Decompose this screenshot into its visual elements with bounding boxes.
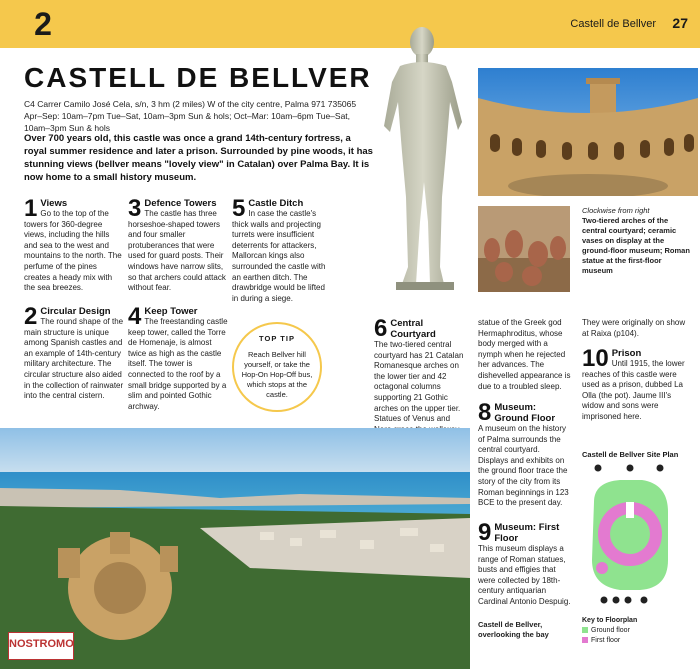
section-heading: Keep Tower xyxy=(144,306,198,317)
section-museum-first-floor xyxy=(478,519,572,608)
floorplan-key xyxy=(582,616,637,646)
section-heading: Circular Design xyxy=(40,306,111,317)
section-number: 6 xyxy=(374,315,388,342)
section-body: Until 1915, the lower reaches of this castle were used as a prison, dubbed La Olla (the pot). Jaume III's widow and sons were imprisoned here. xyxy=(582,359,685,421)
section-number: 3 xyxy=(128,195,142,222)
section-castle-ditch xyxy=(232,195,328,304)
section-hermaphroditus-continued: statue of the Greek god Hermaphroditus, whose body merged with a nymph when he rejected her advances. The dishevelled appearance is due to a troubled sleep. xyxy=(478,318,571,391)
section-number: 8 xyxy=(478,399,492,426)
section-heading: Museum: First Floor xyxy=(494,522,560,544)
courtyard-photo xyxy=(478,68,698,196)
section-number: 5 xyxy=(232,195,246,222)
section-heading: Views xyxy=(40,198,68,209)
section-body: This museum displays a range of Roman statues, busts and effigies that were collected by 18th-century antiquarian Cardinal Antonio Despuig. xyxy=(478,544,571,606)
section-keep-tower xyxy=(128,303,228,412)
tip-title: TOP TIP xyxy=(259,334,295,343)
caption-body: Two-tiered arches of the central courtyard; ceramic vases on display at the ground-floor museum; Roman statue at the first-floor museum xyxy=(582,216,690,275)
section-views xyxy=(24,195,124,294)
section-heading: Prison xyxy=(611,348,642,359)
section-number: 9 xyxy=(478,519,492,546)
section-body: The freestanding castle keep tower, called the Torre de Homenaje, is almost twice as high as the castle itself. The tower is connected to the roof by a small bridge supported by a slim and pointed Gothic archway. xyxy=(128,317,228,411)
tip-body: Reach Bellver hill yourself, or take the Hop-On Hop-Off bus, which stops at the castle. xyxy=(241,350,313,399)
photo-caption xyxy=(582,206,694,276)
key-title: Key to Floorplan xyxy=(582,617,638,624)
section-museum-ground-floor xyxy=(478,399,572,509)
ceramic-vases-photo xyxy=(478,206,570,292)
site-plan-diagram xyxy=(580,462,680,610)
intro-paragraph: Over 700 years old, this castle was once a grand 14th-century fortress, a royal summer residence and later a prison. Surrounded by pine woods, it has stunning views (bellver means "lovely view" in Catalan) over Palma Bay. It is now home to a small history museum. xyxy=(24,133,373,183)
first-floor-label: First floor xyxy=(591,637,621,644)
section-circular-design xyxy=(24,303,124,402)
site-plan-title: Castell de Bellver Site Plan xyxy=(582,450,679,459)
section-body: A museum on the history of Palma surrounds the central courtyard. Displays and exhibits on the ground floor trace the story of the city from its Roman beginnings in 123 BCE to the present day. xyxy=(478,424,569,508)
aerial-photo-caption: Castell de Bellver, overlooking the bay xyxy=(478,620,549,639)
section-heading: Castle Ditch xyxy=(248,198,304,209)
ground-floor-label: Ground floor xyxy=(591,627,630,634)
section-body: The round shape of the main structure is unique among Spanish castles and an example of 14th-century military architecture. The circular structure also aided in the collection of rainwater into the central cistern. xyxy=(24,317,124,401)
visitor-info: C4 Carrer Camilo José Cela, s/n, 3 hm (2 miles) W of the city centre, Palma 971 735065 Apr–Sep: 10am–7pm Tue–Sat, 10am–3pm Sun & hols; Oct–Mar: 10am–6pm Tue–Sat, 10am–3pm Sun & hols xyxy=(24,99,357,133)
watermark-logo: NOSTROMO xyxy=(8,632,74,660)
section-body: The two-tiered central courtyard has 21 Catalan Romanesque arches on the lower tier and 42 octagonal columns supporting 21 Gothic arches on the upper tier. Statues of Venus and xyxy=(374,340,464,424)
first-floor-swatch xyxy=(582,637,588,643)
page-number: 27 xyxy=(672,15,688,31)
section-number: 10 xyxy=(582,345,609,372)
section-body: Go to the top of the towers for 360-degree views, including the hills and sea to the west and mountains to the north. The perfume of the pines creates a heady mix with the sea breezes. xyxy=(24,209,122,293)
section-heading: Museum: Ground Floor xyxy=(494,402,556,424)
running-header-title: Castell de Bellver xyxy=(570,18,656,30)
section-central-courtyard xyxy=(374,315,468,435)
caption-heading: Clockwise from right xyxy=(582,206,650,215)
section-number: 4 xyxy=(128,303,142,330)
roman-statue-image xyxy=(370,22,480,292)
section-prison xyxy=(582,345,690,423)
section-number: 2 xyxy=(24,303,38,330)
ground-floor-swatch xyxy=(582,627,588,633)
section-heading: Defence Towers xyxy=(144,198,217,209)
top-tip-badge xyxy=(232,322,322,412)
page-title: CASTELL DE BELLVER xyxy=(24,62,372,93)
section-heading: Central Courtyard xyxy=(390,318,436,340)
section-defence-towers xyxy=(128,195,228,294)
section-body: In case the castle's thick walls and projecting turrets were insufficient deterrents for attackers, Mallorcan kings also surrounded the castle with an earthen ditch. The drawbridge would be lifted in during a siege. xyxy=(232,209,326,303)
page-header-bar xyxy=(0,0,700,48)
chapter-number: 2 xyxy=(34,6,52,42)
section-number: 1 xyxy=(24,195,38,222)
section-museum-first-floor-continued: They were originally on show at Raixa (p104). xyxy=(582,318,686,338)
section-body: The castle has three horseshoe-shaped towers and four smaller protuberances that were used for guard posts. Their windows have narrow slits, so that archers could attack without fear. xyxy=(128,209,226,293)
